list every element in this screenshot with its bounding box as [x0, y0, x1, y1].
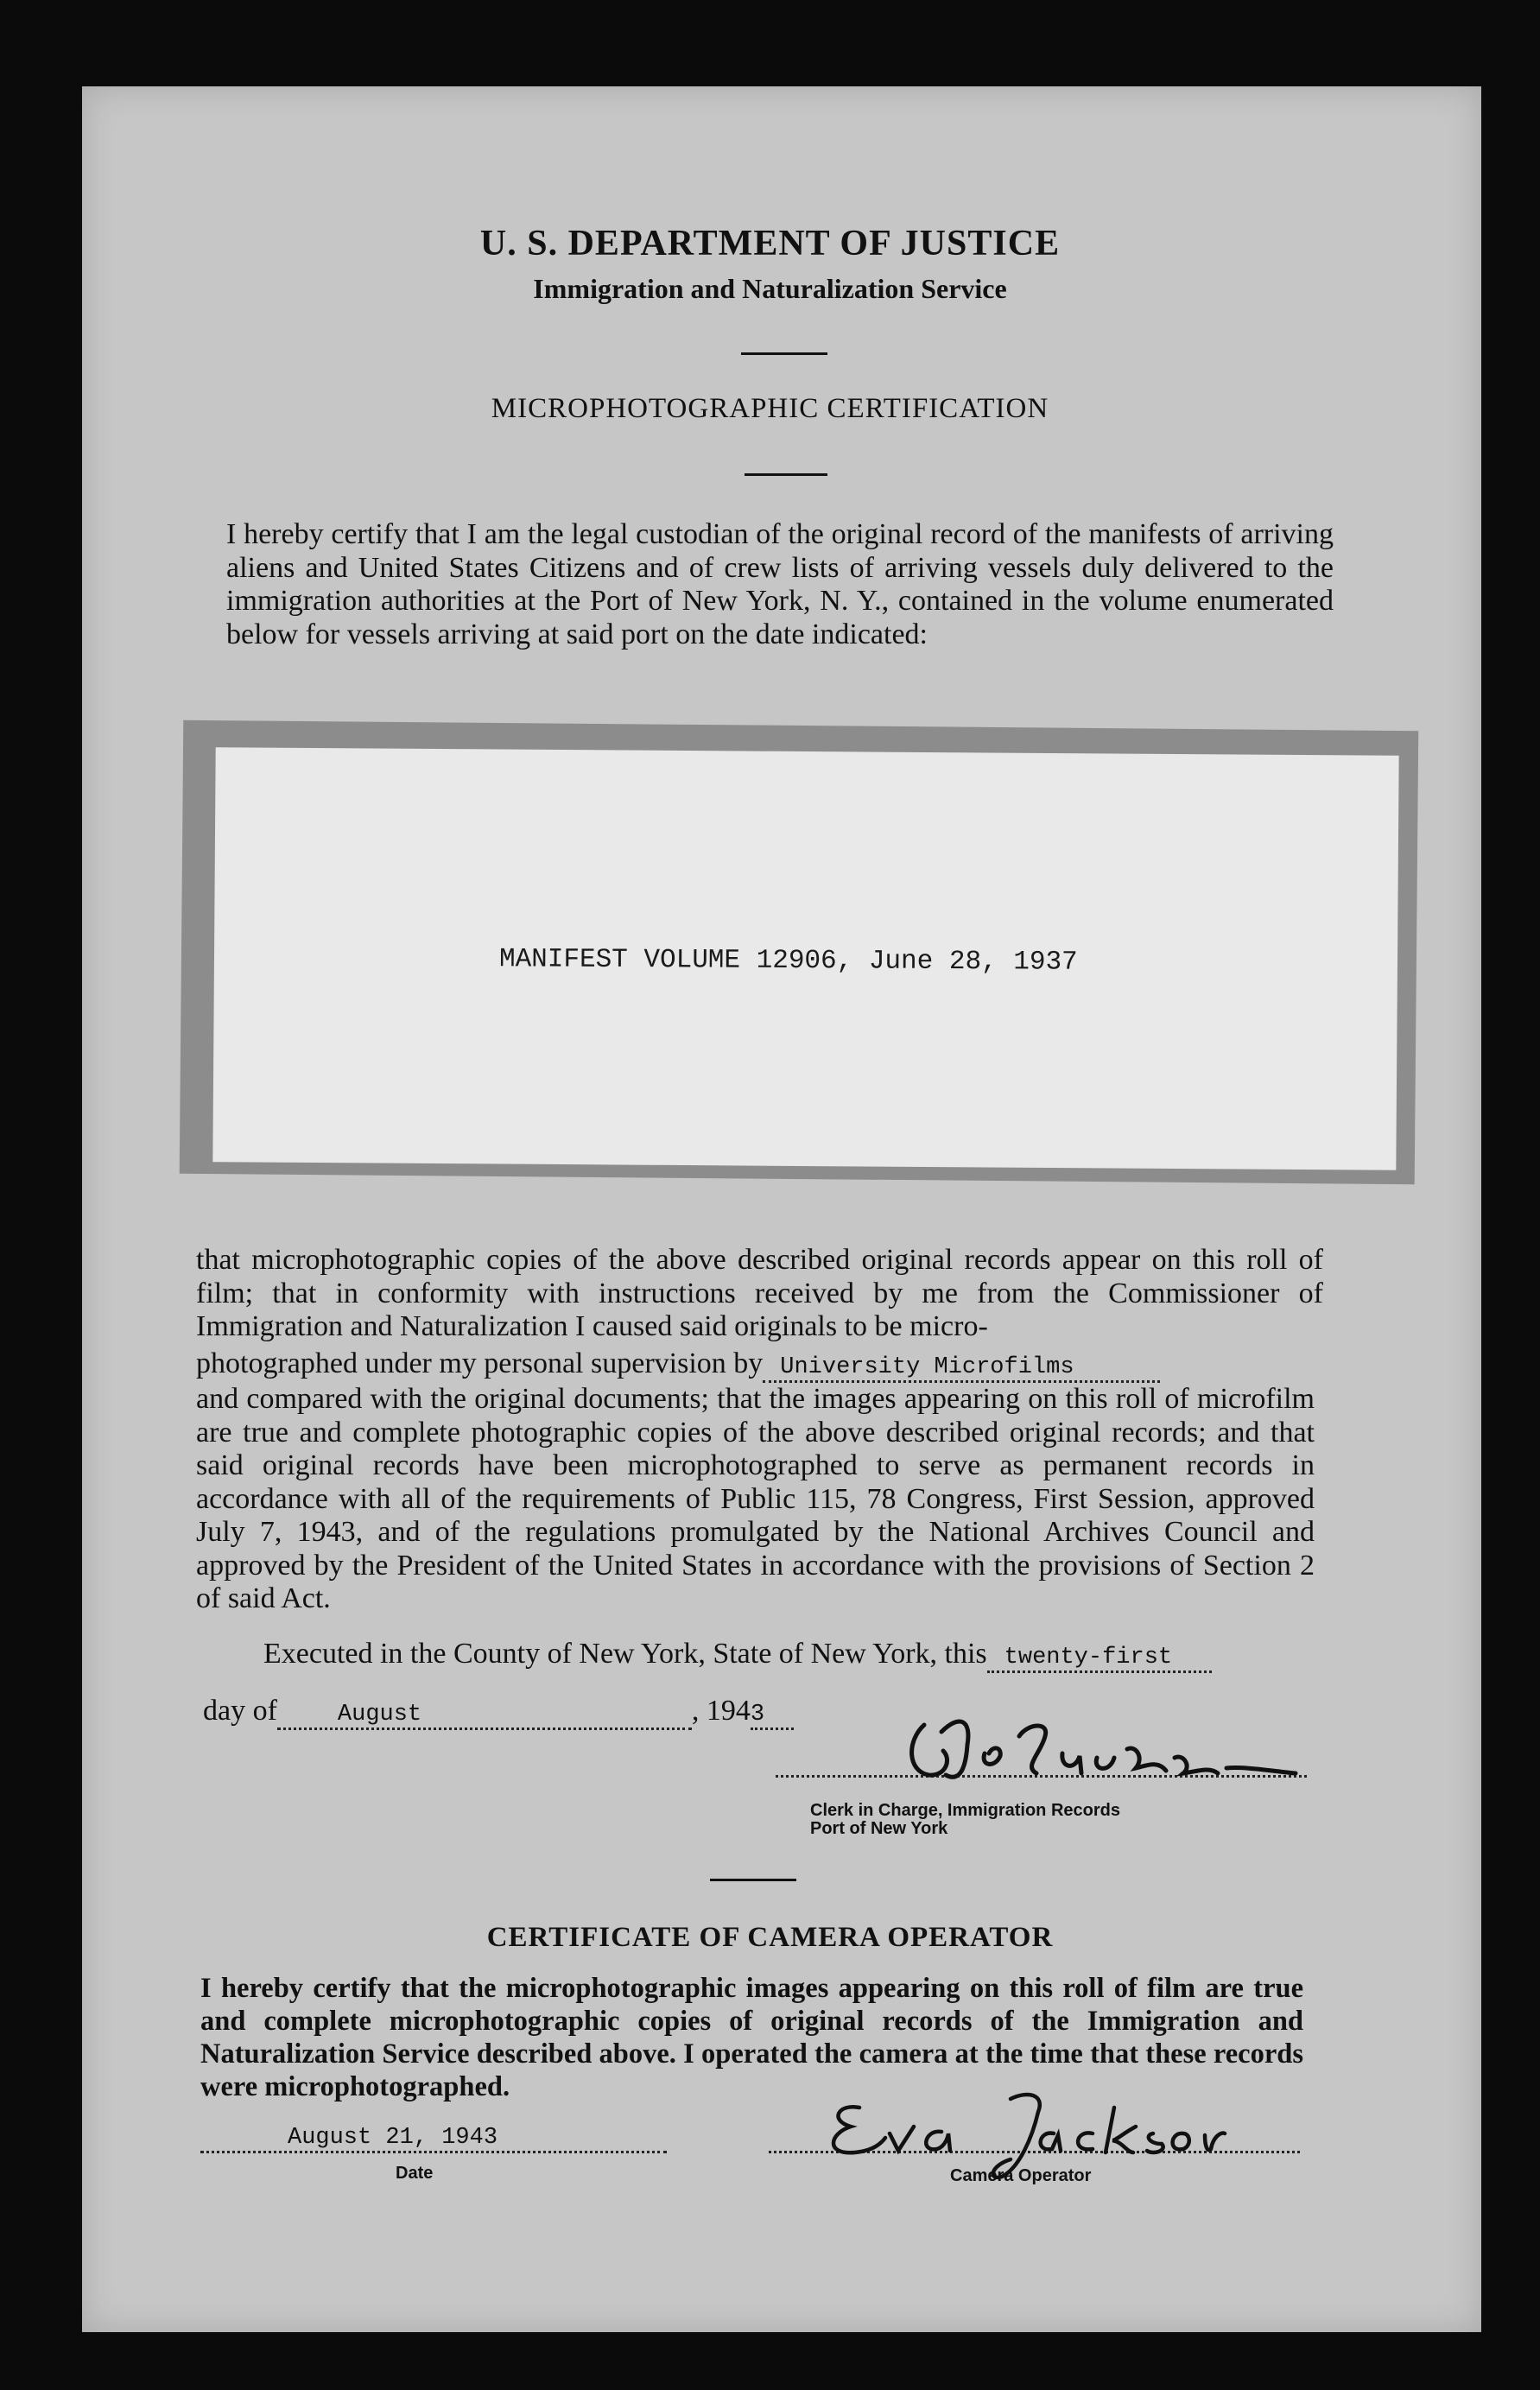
camera-operator-heading: CERTIFICATE OF CAMERA OPERATOR	[486, 1922, 1054, 1953]
date-line	[200, 2151, 667, 2153]
operator-date-value: August 21, 1943	[288, 2125, 498, 2151]
service-subheading: Immigration and Naturalization Service	[533, 273, 1007, 304]
supervision-line	[196, 1347, 1160, 1383]
clerk-signature	[898, 1706, 1304, 1792]
supervisor-value: University Microfilms	[780, 1354, 1074, 1380]
title-divider	[745, 473, 827, 476]
agency-heading: U. S. DEPARTMENT OF JUSTICE	[479, 224, 1061, 263]
supervision-prefix: photographed under my personal supervision by	[196, 1347, 764, 1379]
header-divider	[741, 352, 827, 355]
clerk-title: Clerk in Charge, Immigration Records	[810, 1801, 1120, 1820]
executed-day-value: twenty-first	[1004, 1645, 1173, 1670]
day-of-line	[203, 1695, 794, 1730]
executed-line	[263, 1638, 1212, 1673]
executed-prefix: Executed in the County of New York, State of New York, this	[263, 1638, 987, 1670]
month-value: August	[337, 1702, 422, 1728]
year-digit-value: 3	[750, 1702, 765, 1728]
certification-body-2: and compared with the original documents; that the images appearing on this roll of microfilm are true and complete photographic copies of the above described original records; and that said original records have been microphotographed to serve as permanent records in accordance with all of the requirements of Public 115, 78 Congress, First Session, approved July 7, 1943, and of the regulations promulgated by the National Archives Council and approved by the President of the United States in accordance with the provisions of Section 2 of said Act.	[196, 1383, 1315, 1614]
day-of-prefix: day of	[203, 1695, 277, 1727]
manifest-volume: MANIFEST VOLUME 12906, June 28, 1937	[498, 944, 1078, 978]
date-label: Date	[396, 2164, 434, 2183]
camera-operator-label: Camera Operator	[950, 2166, 1092, 2185]
clerk-port: Port of New York	[810, 1819, 948, 1838]
year-digit-field	[751, 1695, 794, 1730]
supervisor-field	[763, 1347, 1160, 1383]
camera-operator-text: I hereby certify that the microphotographic images appearing on this roll of film are true and complete microphotographic copies of original records of the Immigration and Naturalization Service described above. I operated the camera at the time that these records were microphotographed.	[200, 1973, 1303, 2102]
certification-intro: I hereby certify that I am the legal custodian of the original record of the manifests of arriving aliens and United States Citizens and of crew lists of arriving vessels duly delivered to the immigration authorities at the Port of New York, N. Y., contained in the volume enumerated below for vessels arriving at said port on the date indicated:	[226, 518, 1334, 650]
year-prefix: , 194	[691, 1695, 751, 1727]
certification-title: MICROPHOTOGRAPHIC CERTIFICATION	[491, 393, 1049, 424]
executed-day-field	[987, 1638, 1212, 1673]
section-divider	[710, 1879, 796, 1881]
month-field	[277, 1695, 692, 1730]
certification-body-1: that microphotographic copies of the above described original records appear on this roll of film; that in conformity with instructions received by me from the Commissioner of Immigration and Naturalization I caused said originals to be micro-	[196, 1244, 1323, 1342]
